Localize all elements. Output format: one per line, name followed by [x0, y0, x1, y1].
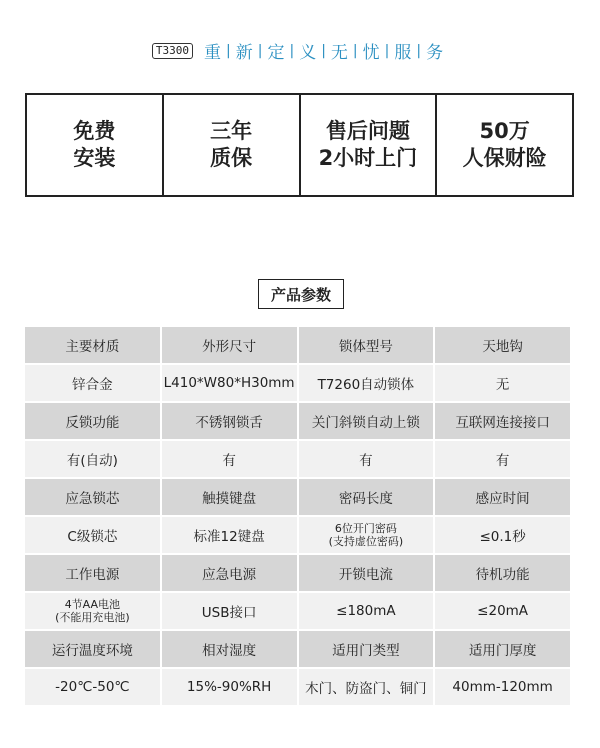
- param-value: C级锁芯: [25, 517, 160, 553]
- param-label: 关门斜锁自动上锁: [299, 403, 434, 439]
- service-free-install: [27, 95, 164, 195]
- param-value-row: [25, 517, 570, 553]
- param-value-line: (不能用充电池): [55, 611, 130, 624]
- param-label: 适用门类型: [299, 631, 434, 667]
- param-value: L410*W80*H30mm: [162, 365, 297, 401]
- param-value-line: 6位开门密码: [334, 522, 397, 535]
- param-value-row: [25, 593, 570, 629]
- param-label: 运行温度环境: [25, 631, 160, 667]
- param-label: 适用门厚度: [435, 631, 570, 667]
- param-value: [25, 593, 160, 629]
- param-label: 天地钩: [435, 327, 570, 363]
- service-aftersale: [301, 95, 438, 195]
- param-header-row: [25, 555, 570, 591]
- service-guarantees: [25, 93, 574, 197]
- page-header: [0, 38, 600, 63]
- params-table: [23, 325, 572, 707]
- slogan-separator: |: [416, 42, 422, 59]
- service-line: 售后问题: [325, 119, 410, 143]
- slogan-char: 务: [426, 43, 444, 63]
- model-badge: T3300: [152, 43, 193, 59]
- param-value: 有: [435, 441, 570, 477]
- param-label: 工作电源: [25, 555, 160, 591]
- slogan-char: 义: [299, 43, 317, 63]
- param-value: [299, 517, 434, 553]
- param-value: 40mm-120mm: [435, 669, 570, 705]
- param-label: 不锈钢锁舌: [162, 403, 297, 439]
- params-title: 产品参数: [258, 279, 344, 309]
- param-value: 有: [162, 441, 297, 477]
- param-label: 触摸键盘: [162, 479, 297, 515]
- param-value-row: [25, 365, 570, 401]
- param-value: -20℃-50℃: [25, 669, 160, 705]
- slogan-separator: |: [226, 42, 231, 59]
- param-value-line: 4节AA电池: [64, 598, 121, 611]
- slogan-separator: |: [289, 42, 295, 59]
- slogan-char: 定: [267, 43, 285, 63]
- slogan-char: 服: [394, 43, 412, 63]
- param-value: 无: [435, 365, 570, 401]
- service-line: 安装: [73, 146, 116, 170]
- param-label: 感应时间: [435, 479, 570, 515]
- slogan-separator: |: [384, 42, 390, 59]
- param-label: 反锁功能: [25, 403, 160, 439]
- param-header-row: [25, 631, 570, 667]
- param-label: 开锁电流: [299, 555, 434, 591]
- service-insurance: [437, 95, 572, 195]
- slogan-separator: |: [257, 42, 263, 59]
- param-value: T7260自动锁体: [299, 365, 434, 401]
- param-label: 密码长度: [299, 479, 434, 515]
- slogan-separator: |: [352, 42, 358, 59]
- param-value: ≤180mA: [299, 593, 434, 629]
- param-label: 外形尺寸: [162, 327, 297, 363]
- param-label: 应急电源: [162, 555, 297, 591]
- slogan-char: 忧: [362, 43, 380, 63]
- param-label: 互联网连接接口: [435, 403, 570, 439]
- service-line: 50万: [479, 119, 530, 143]
- param-value-row: [25, 669, 570, 705]
- param-value: USB接口: [162, 593, 297, 629]
- param-value: 标准12键盘: [162, 517, 297, 553]
- param-value: ≤20mA: [435, 593, 570, 629]
- service-warranty: [164, 95, 301, 195]
- param-value: 有(自动): [25, 441, 160, 477]
- param-label: 主要材质: [25, 327, 160, 363]
- param-value-row: [25, 441, 570, 477]
- service-line: 人保财险: [462, 146, 547, 170]
- param-value: ≤0.1秒: [435, 517, 570, 553]
- slogan-separator: |: [321, 42, 326, 59]
- slogan-char: 重: [204, 43, 222, 63]
- service-line: 2小时上门: [318, 146, 418, 170]
- service-line: 质保: [210, 146, 253, 170]
- param-label: 相对湿度: [162, 631, 297, 667]
- param-header-row: [25, 327, 570, 363]
- param-value-line: (支持虚位密码): [328, 535, 404, 548]
- slogan-char: 新: [235, 43, 253, 63]
- param-label: 锁体型号: [299, 327, 434, 363]
- param-value: 锌合金: [25, 365, 160, 401]
- param-label: 待机功能: [435, 555, 570, 591]
- param-value: 有: [299, 441, 434, 477]
- service-line: 免费: [73, 119, 116, 143]
- param-header-row: [25, 403, 570, 439]
- param-value: 木门、防盗门、铜门: [299, 669, 434, 705]
- param-value: 15%-90%RH: [162, 669, 297, 705]
- param-label: 应急锁芯: [25, 479, 160, 515]
- service-line: 三年: [210, 119, 253, 143]
- service-slogan: [199, 38, 448, 63]
- param-header-row: [25, 479, 570, 515]
- slogan-char: 无: [330, 43, 348, 63]
